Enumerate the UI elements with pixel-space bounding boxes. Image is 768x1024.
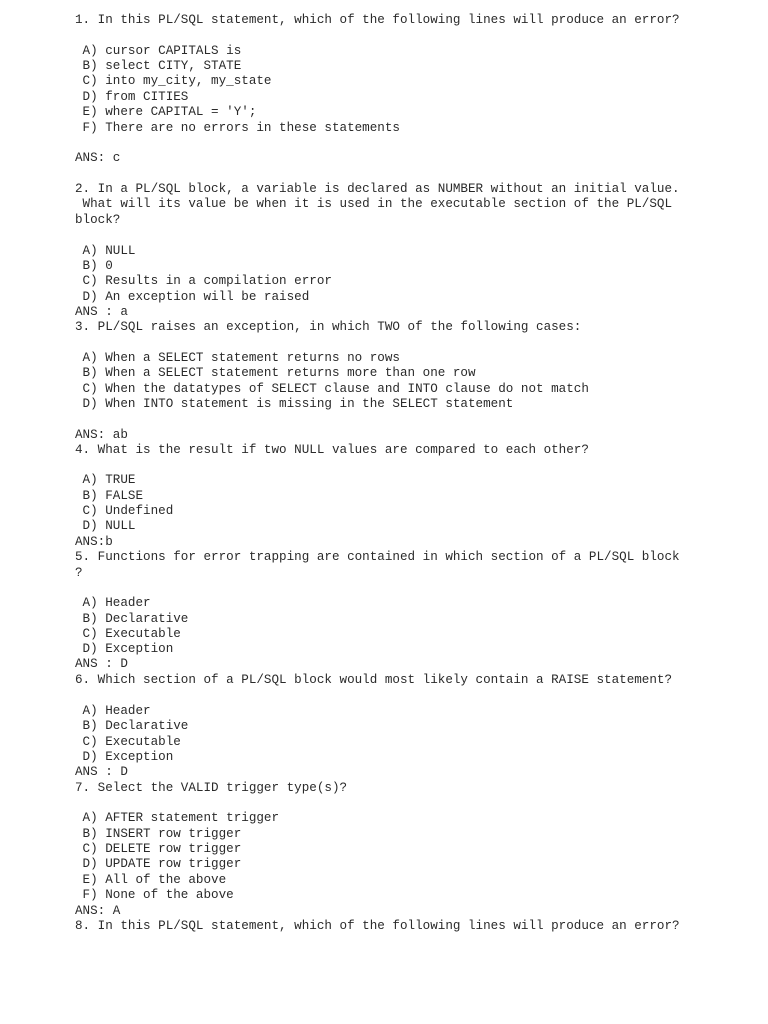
question-7-option-d: D) UPDATE row trigger — [75, 857, 242, 871]
question-1-option-b: B) select CITY, STATE — [75, 59, 242, 73]
question-8-text: 8. In this PL/SQL statement, which of the following lines will produce an error? — [75, 919, 680, 933]
question-3-answer: ANS: ab — [75, 428, 128, 442]
question-2-answer: ANS : a — [75, 305, 128, 319]
question-5-option-c: C) Executable — [75, 627, 181, 641]
question-7-option-b: B) INSERT row trigger — [75, 827, 242, 841]
question-4-answer: ANS:b — [75, 535, 113, 549]
question-2-option-a: A) NULL — [75, 244, 136, 258]
question-5-text-cont: ? — [75, 566, 83, 580]
question-7-answer: ANS: A — [75, 904, 121, 918]
question-1-option-c: C) into my_city, my_state — [75, 74, 272, 88]
question-6-option-a: A) Header — [75, 704, 151, 718]
question-5-text: 5. Functions for error trapping are contained in which section of a PL/SQL block — [75, 550, 680, 564]
question-1-option-d: D) from CITIES — [75, 90, 189, 104]
question-4-option-b: B) FALSE — [75, 489, 144, 503]
question-2-text-cont: What will its value be when it is used in the executable section of the PL/SQL — [75, 197, 673, 211]
question-1-option-e: E) where CAPITAL = 'Y'; — [75, 105, 257, 119]
question-4-text: 4. What is the result if two NULL values are compared to each other? — [75, 443, 589, 457]
question-2-text: 2. In a PL/SQL block, a variable is declared as NUMBER without an initial value. — [75, 182, 680, 196]
question-1-text: 1. In this PL/SQL statement, which of the following lines will produce an error? — [75, 13, 680, 27]
question-3-option-a: A) When a SELECT statement returns no rows — [75, 351, 400, 365]
question-2-option-c: C) Results in a compilation error — [75, 274, 332, 288]
question-2-option-d: D) An exception will be raised — [75, 290, 310, 304]
question-5-option-a: A) Header — [75, 596, 151, 610]
question-7-text: 7. Select the VALID trigger type(s)? — [75, 781, 348, 795]
question-6-option-c: C) Executable — [75, 735, 181, 749]
question-6-answer: ANS : D — [75, 765, 128, 779]
question-2-option-b: B) 0 — [75, 259, 113, 273]
question-1-option-f: F) There are no errors in these statements — [75, 121, 400, 135]
question-5-option-b: B) Declarative — [75, 612, 189, 626]
question-6-option-d: D) Exception — [75, 750, 174, 764]
question-5-option-d: D) Exception — [75, 642, 174, 656]
question-1-answer: ANS: c — [75, 151, 121, 165]
question-4-option-d: D) NULL — [75, 519, 136, 533]
question-3-text: 3. PL/SQL raises an exception, in which TWO of the following cases: — [75, 320, 582, 334]
question-2-text-cont: block? — [75, 213, 121, 227]
question-3-option-c: C) When the datatypes of SELECT clause and INTO clause do not match — [75, 382, 589, 396]
question-3-option-d: D) When INTO statement is missing in the SELECT statement — [75, 397, 514, 411]
question-4-option-a: A) TRUE — [75, 473, 136, 487]
question-1-option-a: A) cursor CAPITALS is — [75, 44, 242, 58]
question-3-option-b: B) When a SELECT statement returns more than one row — [75, 366, 476, 380]
question-4-option-c: C) Undefined — [75, 504, 174, 518]
question-6-text: 6. Which section of a PL/SQL block would most likely contain a RAISE statement? — [75, 673, 673, 687]
question-7-option-f: F) None of the above — [75, 888, 234, 902]
question-7-option-e: E) All of the above — [75, 873, 227, 887]
question-5-answer: ANS : D — [75, 657, 128, 671]
question-7-option-a: A) AFTER statement trigger — [75, 811, 280, 825]
question-6-option-b: B) Declarative — [75, 719, 189, 733]
question-7-option-c: C) DELETE row trigger — [75, 842, 242, 856]
